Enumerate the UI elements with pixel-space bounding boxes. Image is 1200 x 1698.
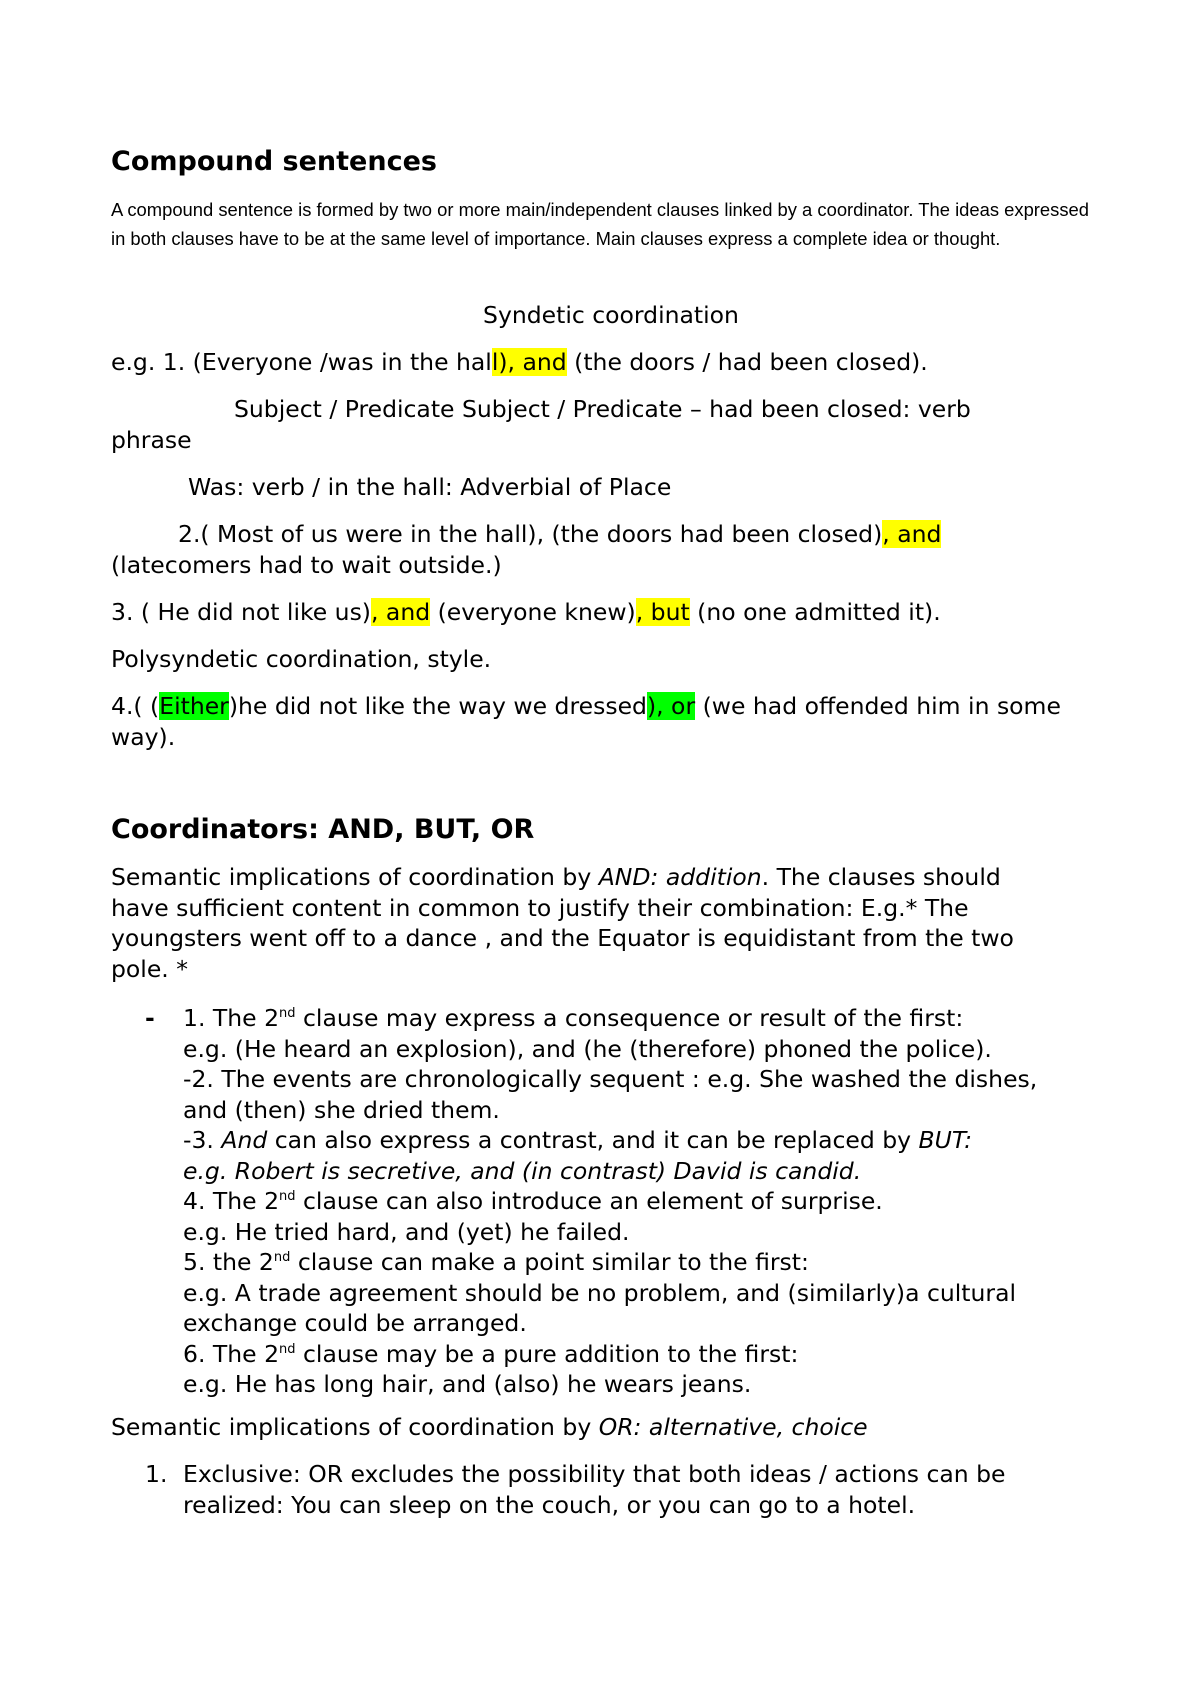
list-item-3-example: e.g. Robert is secretive, and (in contrast) David is candid. (183, 1156, 862, 1185)
list-item-5 (183, 1247, 1113, 1278)
example-4-highlight-or: ), or (646, 692, 696, 720)
and-paragraph-line-4: pole. * (111, 954, 188, 983)
and-addition-italic: AND: addition (598, 863, 762, 891)
list-item-1-text-end: clause may express a consequence or result of the first: (295, 1004, 964, 1032)
example-3-text: 3. ( He did not like us) (111, 598, 371, 626)
list-item-4-example: e.g. He tried hard, and (yet) he failed. (183, 1217, 630, 1246)
example-4-text: 4.( ( (111, 692, 160, 720)
and-paragraph-text-end: . The clauses should (761, 863, 1001, 891)
example-3-highlight-and: , and (370, 598, 431, 626)
list-item-6-text: 6. The 2 (183, 1339, 280, 1368)
example-2-highlight: , and (882, 520, 942, 548)
list-item-3-italic-and: And (221, 1126, 268, 1154)
list-item-3-num: -3. (183, 1126, 222, 1154)
or-implications-list (183, 1459, 1113, 1521)
and-implications-list (183, 1003, 1113, 1400)
or-list-item-1: Exclusive: OR excludes the possibility that both ideas / actions can be (183, 1460, 1006, 1488)
list-item-1 (183, 1003, 1113, 1034)
example-3-highlight-but: , but (635, 598, 690, 626)
list-dash-bullet: - (145, 1004, 155, 1032)
and-paragraph-text: Semantic implications of coordination by (111, 863, 599, 891)
example-2-text: 2.( Most of us were in the hall), (the doors had been closed) (178, 520, 883, 548)
example-1-highlight: l), and (491, 348, 567, 376)
example-2 (178, 519, 941, 550)
and-paragraph-line-3: youngsters went off to a dance , and the Equator is equidistant from the two (111, 924, 1014, 952)
list-item-5-example: e.g. A trade agreement should be no problem, and (similarly)a cultural (183, 1278, 1016, 1307)
example-1-was: Was: verb / in the hall: Adverbial of Place (188, 473, 672, 501)
example-1-text: e.g. 1. (Everyone /was in the hal (111, 348, 492, 376)
example-3-text-mid: (everyone knew) (430, 598, 636, 626)
example-1-text-end: (the doors / had been closed). (566, 348, 928, 376)
or-list-item-1-cont: realized: You can sleep on the couch, or you can go to a hotel. (183, 1491, 916, 1519)
syndetic-title: Syndetic coordination (483, 301, 739, 329)
example-1-labels: Subject / Predicate Subject / Predicate – had been closed: verb (234, 395, 971, 423)
intro-paragraph: A compound sentence is formed by two or more main/independent clauses linked by a coordinator. The ideas expressed in both clauses have to be at the same level of importance. Main clauses express a complete idea or thought. (111, 199, 1089, 249)
and-paragraph-line-1 (111, 862, 1014, 893)
list-item-4-text: 4. The 2 (183, 1187, 280, 1215)
or-paragraph (111, 1412, 868, 1443)
heading-coordinators: Coordinators: AND, BUT, OR (111, 814, 535, 845)
list-item-3-italic-but: BUT: (918, 1126, 972, 1154)
list-item-3-text: can also express a contrast, and it can be replaced by (267, 1126, 919, 1154)
list-item-2-cont: and (then) she dried them. (183, 1095, 500, 1124)
list-item-1-text: 1. The 2 (183, 1004, 280, 1032)
example-4-cont: way). (111, 723, 176, 751)
document-page (111, 0, 1101, 1698)
list-item-5-sup: nd (273, 1250, 291, 1265)
and-paragraph-line-2: have sufficient content in common to justify their combination: E.g.* The (111, 893, 969, 922)
list-item-5-text-end: clause can make a point similar to the first: (290, 1248, 809, 1276)
list-item-6-text-end: clause may be a pure addition to the first: (295, 1339, 799, 1368)
polysyndetic-label: Polysyndetic coordination, style. (111, 645, 492, 673)
list-item-2: -2. The events are chronologically sequent : e.g. She washed the dishes, (183, 1065, 1038, 1093)
list-item-3 (183, 1125, 1113, 1156)
example-2-cont: (latecomers had to wait outside.) (111, 551, 502, 579)
example-4 (111, 691, 1061, 722)
list-item-4-sup: nd (279, 1189, 296, 1204)
list-item-6-sup: nd (279, 1341, 296, 1357)
list-item-6 (183, 1339, 1113, 1370)
list-item-1-example: e.g. (He heard an explosion), and (he (therefore) phoned the police). (183, 1034, 992, 1063)
list-item-5-example-cont: exchange could be arranged. (183, 1309, 527, 1337)
or-paragraph-text: Semantic implications of coordination by (111, 1413, 599, 1441)
example-3-text-end: (no one admitted it). (689, 598, 941, 626)
heading-compound-sentences: Compound sentences (111, 146, 437, 177)
list-item-4 (183, 1186, 1113, 1217)
example-4-text-mid: )he did not like the way we dressed (228, 692, 647, 720)
or-alternative-italic: OR: alternative, choice (598, 1413, 868, 1441)
example-1-labels-cont: phrase (111, 426, 192, 454)
or-list-number: 1. (145, 1460, 168, 1488)
and-paragraph (111, 862, 1014, 984)
example-4-text-end: (we had offended him in some (695, 692, 1061, 720)
example-4-highlight-either: Either (159, 692, 229, 720)
list-item-1-sup: nd (279, 1006, 296, 1021)
list-item-5-text: 5. the 2 (183, 1248, 274, 1276)
example-1 (111, 347, 928, 378)
list-item-6-example: e.g. He has long hair, and (also) he wears jeans. (183, 1370, 752, 1398)
list-item-4-text-end: clause can also introduce an element of surprise. (295, 1187, 883, 1215)
example-3 (111, 597, 941, 628)
